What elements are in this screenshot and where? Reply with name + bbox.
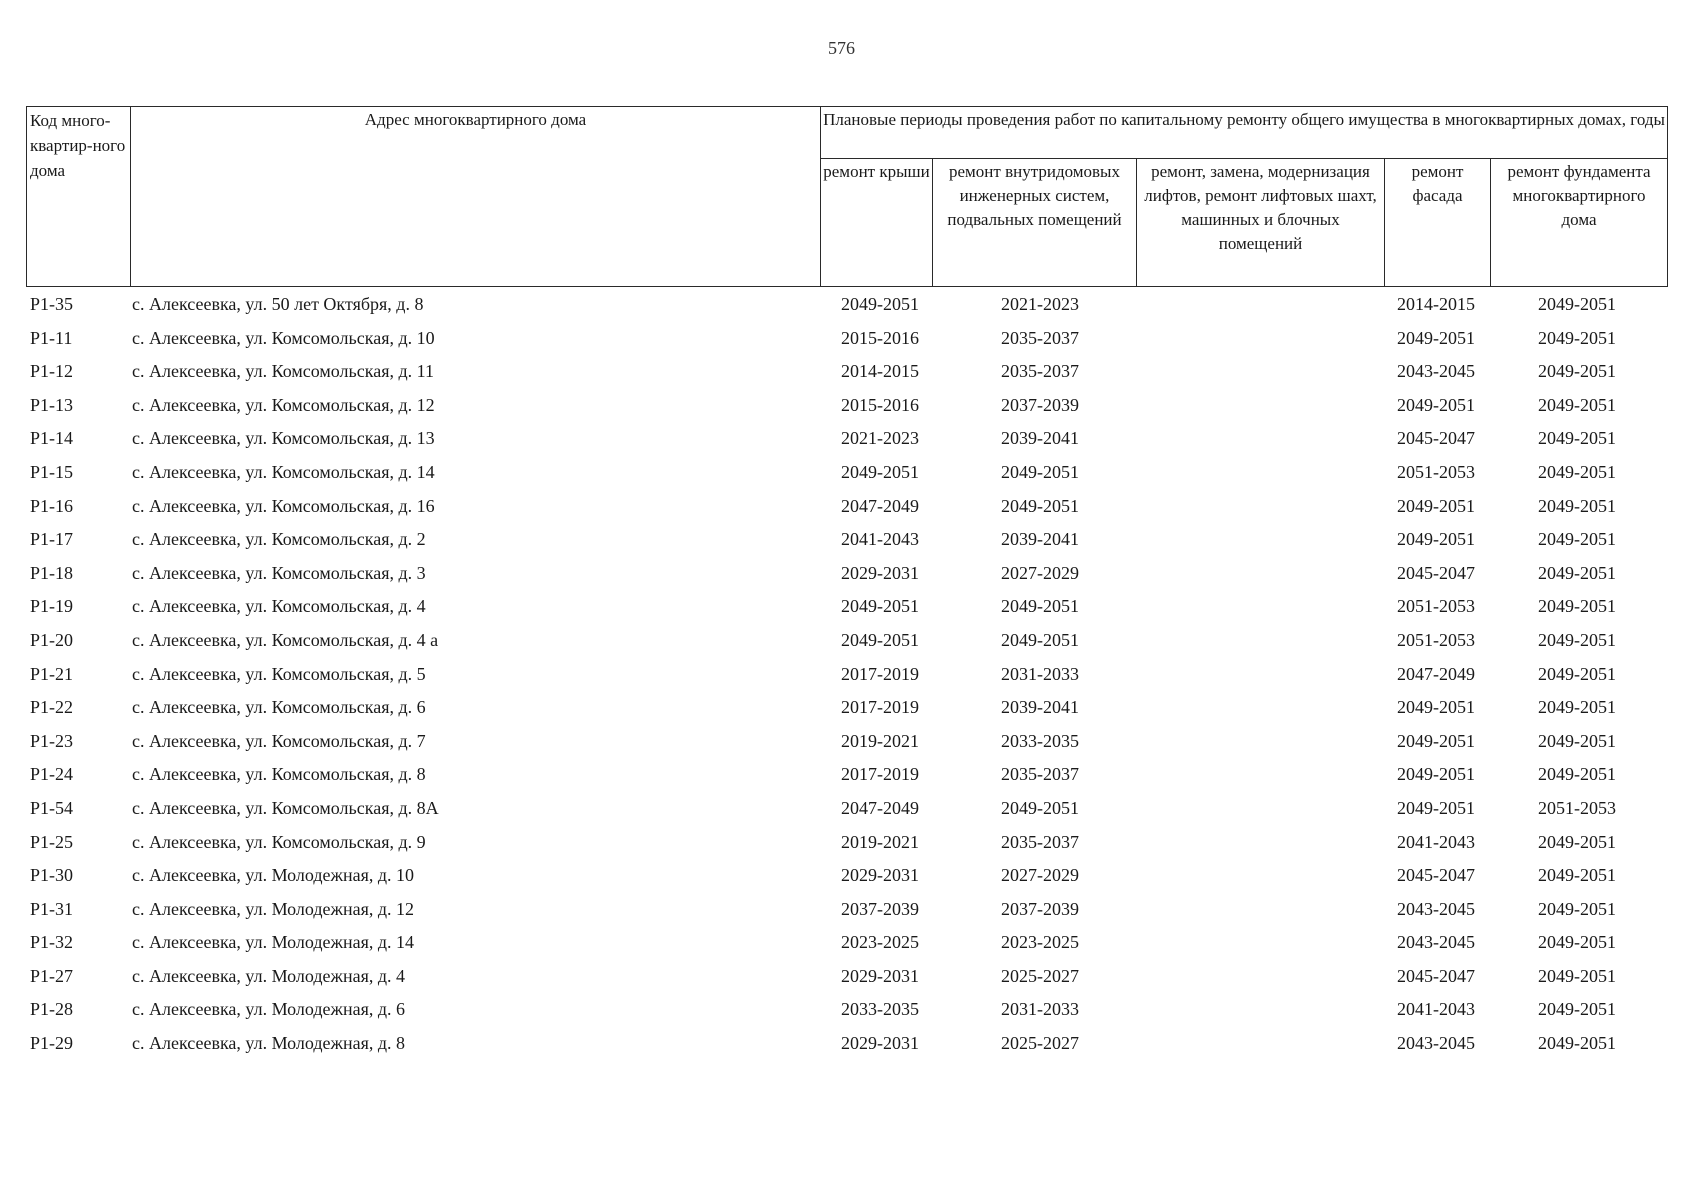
cell-roof: 2023-2025 — [841, 932, 919, 953]
cell-facade: 2041-2043 — [1397, 999, 1475, 1020]
cell-systems: 2025-2027 — [1001, 1033, 1079, 1054]
cell-code: Р1-20 — [30, 629, 74, 650]
table-row — [26, 557, 1667, 591]
cell-facade: 2045-2047 — [1397, 428, 1475, 449]
cell-facade: 2049-2051 — [1397, 797, 1475, 818]
cell-facade: 2045-2047 — [1397, 965, 1475, 986]
cell-address: с. Алексеевка, ул. Комсомольская, д. 13 — [132, 428, 435, 449]
cell-roof: 2019-2021 — [841, 730, 919, 751]
cell-systems: 2035-2037 — [1001, 327, 1079, 348]
cell-code: Р1-25 — [30, 831, 74, 852]
cell-code: Р1-21 — [30, 663, 74, 684]
cell-address: с. Алексеевка, ул. Молодежная, д. 14 — [132, 932, 415, 953]
cell-address: с. Алексеевка, ул. Комсомольская, д. 2 — [132, 529, 426, 550]
cell-foundation: 2049-2051 — [1538, 697, 1616, 718]
cell-address: с. Алексеевка, ул. Комсомольская, д. 12 — [132, 394, 435, 415]
cell-foundation: 2049-2051 — [1538, 428, 1616, 449]
cell-code: Р1-13 — [30, 394, 74, 415]
header-lifts: ремонт, замена, модернизация лифтов, ремонт лифтовых шахт, машинных и блочных помещений — [1137, 159, 1385, 287]
table-row — [26, 691, 1667, 725]
cell-systems: 2037-2039 — [1001, 898, 1079, 919]
cell-facade: 2041-2043 — [1397, 831, 1475, 852]
cell-address: с. Алексеевка, ул. Молодежная, д. 6 — [132, 999, 406, 1020]
table-row — [26, 422, 1667, 456]
cell-address: с. Алексеевка, ул. Комсомольская, д. 8А — [132, 797, 439, 818]
cell-systems: 2039-2041 — [1001, 428, 1079, 449]
cell-foundation: 2049-2051 — [1538, 629, 1616, 650]
table-row — [26, 490, 1667, 524]
table-row — [26, 792, 1667, 826]
cell-address: с. Алексеевка, ул. Комсомольская, д. 5 — [132, 663, 426, 684]
cell-foundation: 2049-2051 — [1538, 327, 1616, 348]
cell-systems: 2027-2029 — [1001, 865, 1079, 886]
cell-facade: 2043-2045 — [1397, 932, 1475, 953]
table-row — [26, 993, 1667, 1027]
cell-code: Р1-22 — [30, 697, 74, 718]
cell-code: Р1-16 — [30, 495, 74, 516]
cell-foundation: 2049-2051 — [1538, 965, 1616, 986]
cell-facade: 2043-2045 — [1397, 361, 1475, 382]
cell-foundation: 2049-2051 — [1538, 764, 1616, 785]
cell-systems: 2025-2027 — [1001, 965, 1079, 986]
cell-roof: 2017-2019 — [841, 697, 919, 718]
header-address: Адрес многоквартирного дома — [131, 107, 821, 287]
page-number: 576 — [828, 38, 855, 58]
cell-facade: 2049-2051 — [1397, 495, 1475, 516]
cell-address: с. Алексеевка, ул. Комсомольская, д. 7 — [132, 730, 426, 751]
table-header — [26, 106, 1668, 287]
cell-code: Р1-28 — [30, 999, 74, 1020]
cell-code: Р1-14 — [30, 428, 74, 449]
cell-facade: 2045-2047 — [1397, 865, 1475, 886]
cell-roof: 2049-2051 — [841, 294, 919, 314]
cell-systems: 2035-2037 — [1001, 831, 1079, 852]
cell-facade: 2049-2051 — [1397, 764, 1475, 785]
table-row — [26, 725, 1667, 759]
cell-roof: 2049-2051 — [841, 596, 919, 617]
cell-systems: 2039-2041 — [1001, 697, 1079, 718]
cell-code: Р1-31 — [30, 898, 74, 919]
cell-roof: 2033-2035 — [841, 999, 919, 1020]
cell-roof: 2049-2051 — [841, 461, 919, 482]
cell-systems: 2035-2037 — [1001, 361, 1079, 382]
cell-roof: 2029-2031 — [841, 562, 919, 583]
cell-facade: 2049-2051 — [1397, 327, 1475, 348]
cell-roof: 2014-2015 — [841, 361, 919, 382]
cell-roof: 2029-2031 — [841, 965, 919, 986]
table-row — [26, 389, 1667, 423]
cell-roof: 2029-2031 — [841, 1033, 919, 1054]
cell-foundation: 2049-2051 — [1538, 596, 1616, 617]
cell-code: Р1-23 — [30, 730, 74, 751]
cell-address: с. Алексеевка, ул. Комсомольская, д. 3 — [132, 562, 426, 583]
cell-roof: 2037-2039 — [841, 898, 919, 919]
cell-foundation: 2049-2051 — [1538, 999, 1616, 1020]
cell-facade: 2047-2049 — [1397, 663, 1475, 684]
header-periods: Плановые периоды проведения работ по капитальному ремонту общего имущества в многоквартирных домах, годы — [821, 107, 1668, 159]
cell-systems: 2049-2051 — [1001, 495, 1079, 516]
cell-facade: 2014-2015 — [1397, 294, 1475, 314]
cell-roof: 2047-2049 — [841, 797, 919, 818]
cell-foundation: 2049-2051 — [1538, 294, 1616, 314]
cell-systems: 2049-2051 — [1001, 629, 1079, 650]
cell-roof: 2041-2043 — [841, 529, 919, 550]
cell-address: с. Алексеевка, ул. Молодежная, д. 12 — [132, 898, 415, 919]
table-row — [26, 826, 1667, 860]
cell-roof: 2017-2019 — [841, 764, 919, 785]
cell-address: с. Алексеевка, ул. Комсомольская, д. 4 — [132, 596, 426, 617]
cell-roof: 2017-2019 — [841, 663, 919, 684]
cell-code: Р1-27 — [30, 965, 74, 986]
cell-foundation: 2049-2051 — [1538, 865, 1616, 886]
table-body — [26, 288, 1667, 1061]
table-row — [26, 859, 1667, 893]
cell-facade: 2051-2053 — [1397, 461, 1475, 482]
cell-address: с. Алексеевка, ул. Комсомольская, д. 11 — [132, 361, 434, 382]
table-row — [26, 355, 1667, 389]
cell-code: Р1-15 — [30, 461, 74, 482]
cell-address: с. Алексеевка, ул. Комсомольская, д. 6 — [132, 697, 426, 718]
header-code: Код много-квартир-ного дома — [27, 107, 131, 287]
cell-roof: 2019-2021 — [841, 831, 919, 852]
cell-roof: 2021-2023 — [841, 428, 919, 449]
table-row — [26, 523, 1667, 557]
cell-foundation: 2049-2051 — [1538, 562, 1616, 583]
cell-address: с. Алексеевка, ул. Комсомольская, д. 8 — [132, 764, 426, 785]
cell-facade: 2049-2051 — [1397, 730, 1475, 751]
cell-address: с. Алексеевка, ул. Комсомольская, д. 4 а — [132, 629, 439, 650]
cell-foundation: 2049-2051 — [1538, 394, 1616, 415]
cell-systems: 2037-2039 — [1001, 394, 1079, 415]
cell-code: Р1-24 — [30, 764, 74, 785]
cell-foundation: 2049-2051 — [1538, 730, 1616, 751]
cell-foundation: 2049-2051 — [1538, 495, 1616, 516]
cell-foundation: 2049-2051 — [1538, 831, 1616, 852]
table-row — [26, 590, 1667, 624]
cell-roof: 2015-2016 — [841, 327, 919, 348]
cell-foundation: 2049-2051 — [1538, 898, 1616, 919]
cell-address: с. Алексеевка, ул. Комсомольская, д. 16 — [132, 495, 435, 516]
cell-code: Р1-30 — [30, 865, 74, 886]
header-systems: ремонт внутридомовых инженерных систем, подвальных помещений — [933, 159, 1137, 287]
cell-code: Р1-11 — [30, 327, 73, 348]
cell-roof: 2047-2049 — [841, 495, 919, 516]
table-row — [26, 758, 1667, 792]
table-row — [26, 456, 1667, 490]
cell-roof: 2015-2016 — [841, 394, 919, 415]
cell-code: Р1-35 — [30, 294, 74, 314]
cell-systems: 2033-2035 — [1001, 730, 1079, 751]
cell-systems: 2031-2033 — [1001, 663, 1079, 684]
table-row — [26, 1027, 1667, 1061]
table-row — [26, 893, 1667, 927]
cell-code: Р1-32 — [30, 932, 74, 953]
cell-address: с. Алексеевка, ул. Комсомольская, д. 9 — [132, 831, 426, 852]
cell-code: Р1-17 — [30, 529, 74, 550]
cell-facade: 2051-2053 — [1397, 596, 1475, 617]
cell-systems: 2023-2025 — [1001, 932, 1079, 953]
table-row — [26, 288, 1667, 322]
cell-roof: 2029-2031 — [841, 865, 919, 886]
cell-address: с. Алексеевка, ул. 50 лет Октября, д. 8 — [132, 294, 424, 314]
cell-foundation: 2049-2051 — [1538, 1033, 1616, 1054]
cell-address: с. Алексеевка, ул. Молодежная, д. 8 — [132, 1033, 406, 1054]
cell-code: Р1-54 — [30, 797, 74, 818]
cell-facade: 2049-2051 — [1397, 529, 1475, 550]
cell-address: с. Алексеевка, ул. Комсомольская, д. 10 — [132, 327, 435, 348]
cell-code: Р1-29 — [30, 1033, 74, 1054]
cell-systems: 2027-2029 — [1001, 562, 1079, 583]
cell-foundation: 2049-2051 — [1538, 663, 1616, 684]
cell-address: с. Алексеевка, ул. Молодежная, д. 10 — [132, 865, 415, 886]
cell-address: с. Алексеевка, ул. Молодежная, д. 4 — [132, 965, 406, 986]
header-roof: ремонт крыши — [821, 159, 933, 287]
cell-facade: 2051-2053 — [1397, 629, 1475, 650]
cell-systems: 2021-2023 — [1001, 294, 1079, 314]
table-row — [26, 322, 1667, 356]
cell-systems: 2049-2051 — [1001, 797, 1079, 818]
cell-roof: 2049-2051 — [841, 629, 919, 650]
table-row — [26, 960, 1667, 994]
cell-code: Р1-18 — [30, 562, 74, 583]
cell-facade: 2043-2045 — [1397, 1033, 1475, 1054]
header-foundation: ремонт фундамента многоквартирного дома — [1491, 159, 1668, 287]
cell-facade: 2049-2051 — [1397, 394, 1475, 415]
table-row — [26, 624, 1667, 658]
cell-foundation: 2051-2053 — [1538, 797, 1616, 818]
cell-facade: 2043-2045 — [1397, 898, 1475, 919]
cell-address: с. Алексеевка, ул. Комсомольская, д. 14 — [132, 461, 435, 482]
cell-systems: 2035-2037 — [1001, 764, 1079, 785]
cell-facade: 2049-2051 — [1397, 697, 1475, 718]
cell-foundation: 2049-2051 — [1538, 361, 1616, 382]
cell-code: Р1-19 — [30, 596, 74, 617]
table-row — [26, 658, 1667, 692]
cell-foundation: 2049-2051 — [1538, 529, 1616, 550]
table-row — [26, 926, 1667, 960]
cell-systems: 2049-2051 — [1001, 461, 1079, 482]
cell-foundation: 2049-2051 — [1538, 932, 1616, 953]
cell-code: Р1-12 — [30, 361, 74, 382]
cell-systems: 2049-2051 — [1001, 596, 1079, 617]
cell-systems: 2031-2033 — [1001, 999, 1079, 1020]
cell-foundation: 2049-2051 — [1538, 461, 1616, 482]
cell-facade: 2045-2047 — [1397, 562, 1475, 583]
cell-systems: 2039-2041 — [1001, 529, 1079, 550]
header-facade: ремонт фасада — [1385, 159, 1491, 287]
